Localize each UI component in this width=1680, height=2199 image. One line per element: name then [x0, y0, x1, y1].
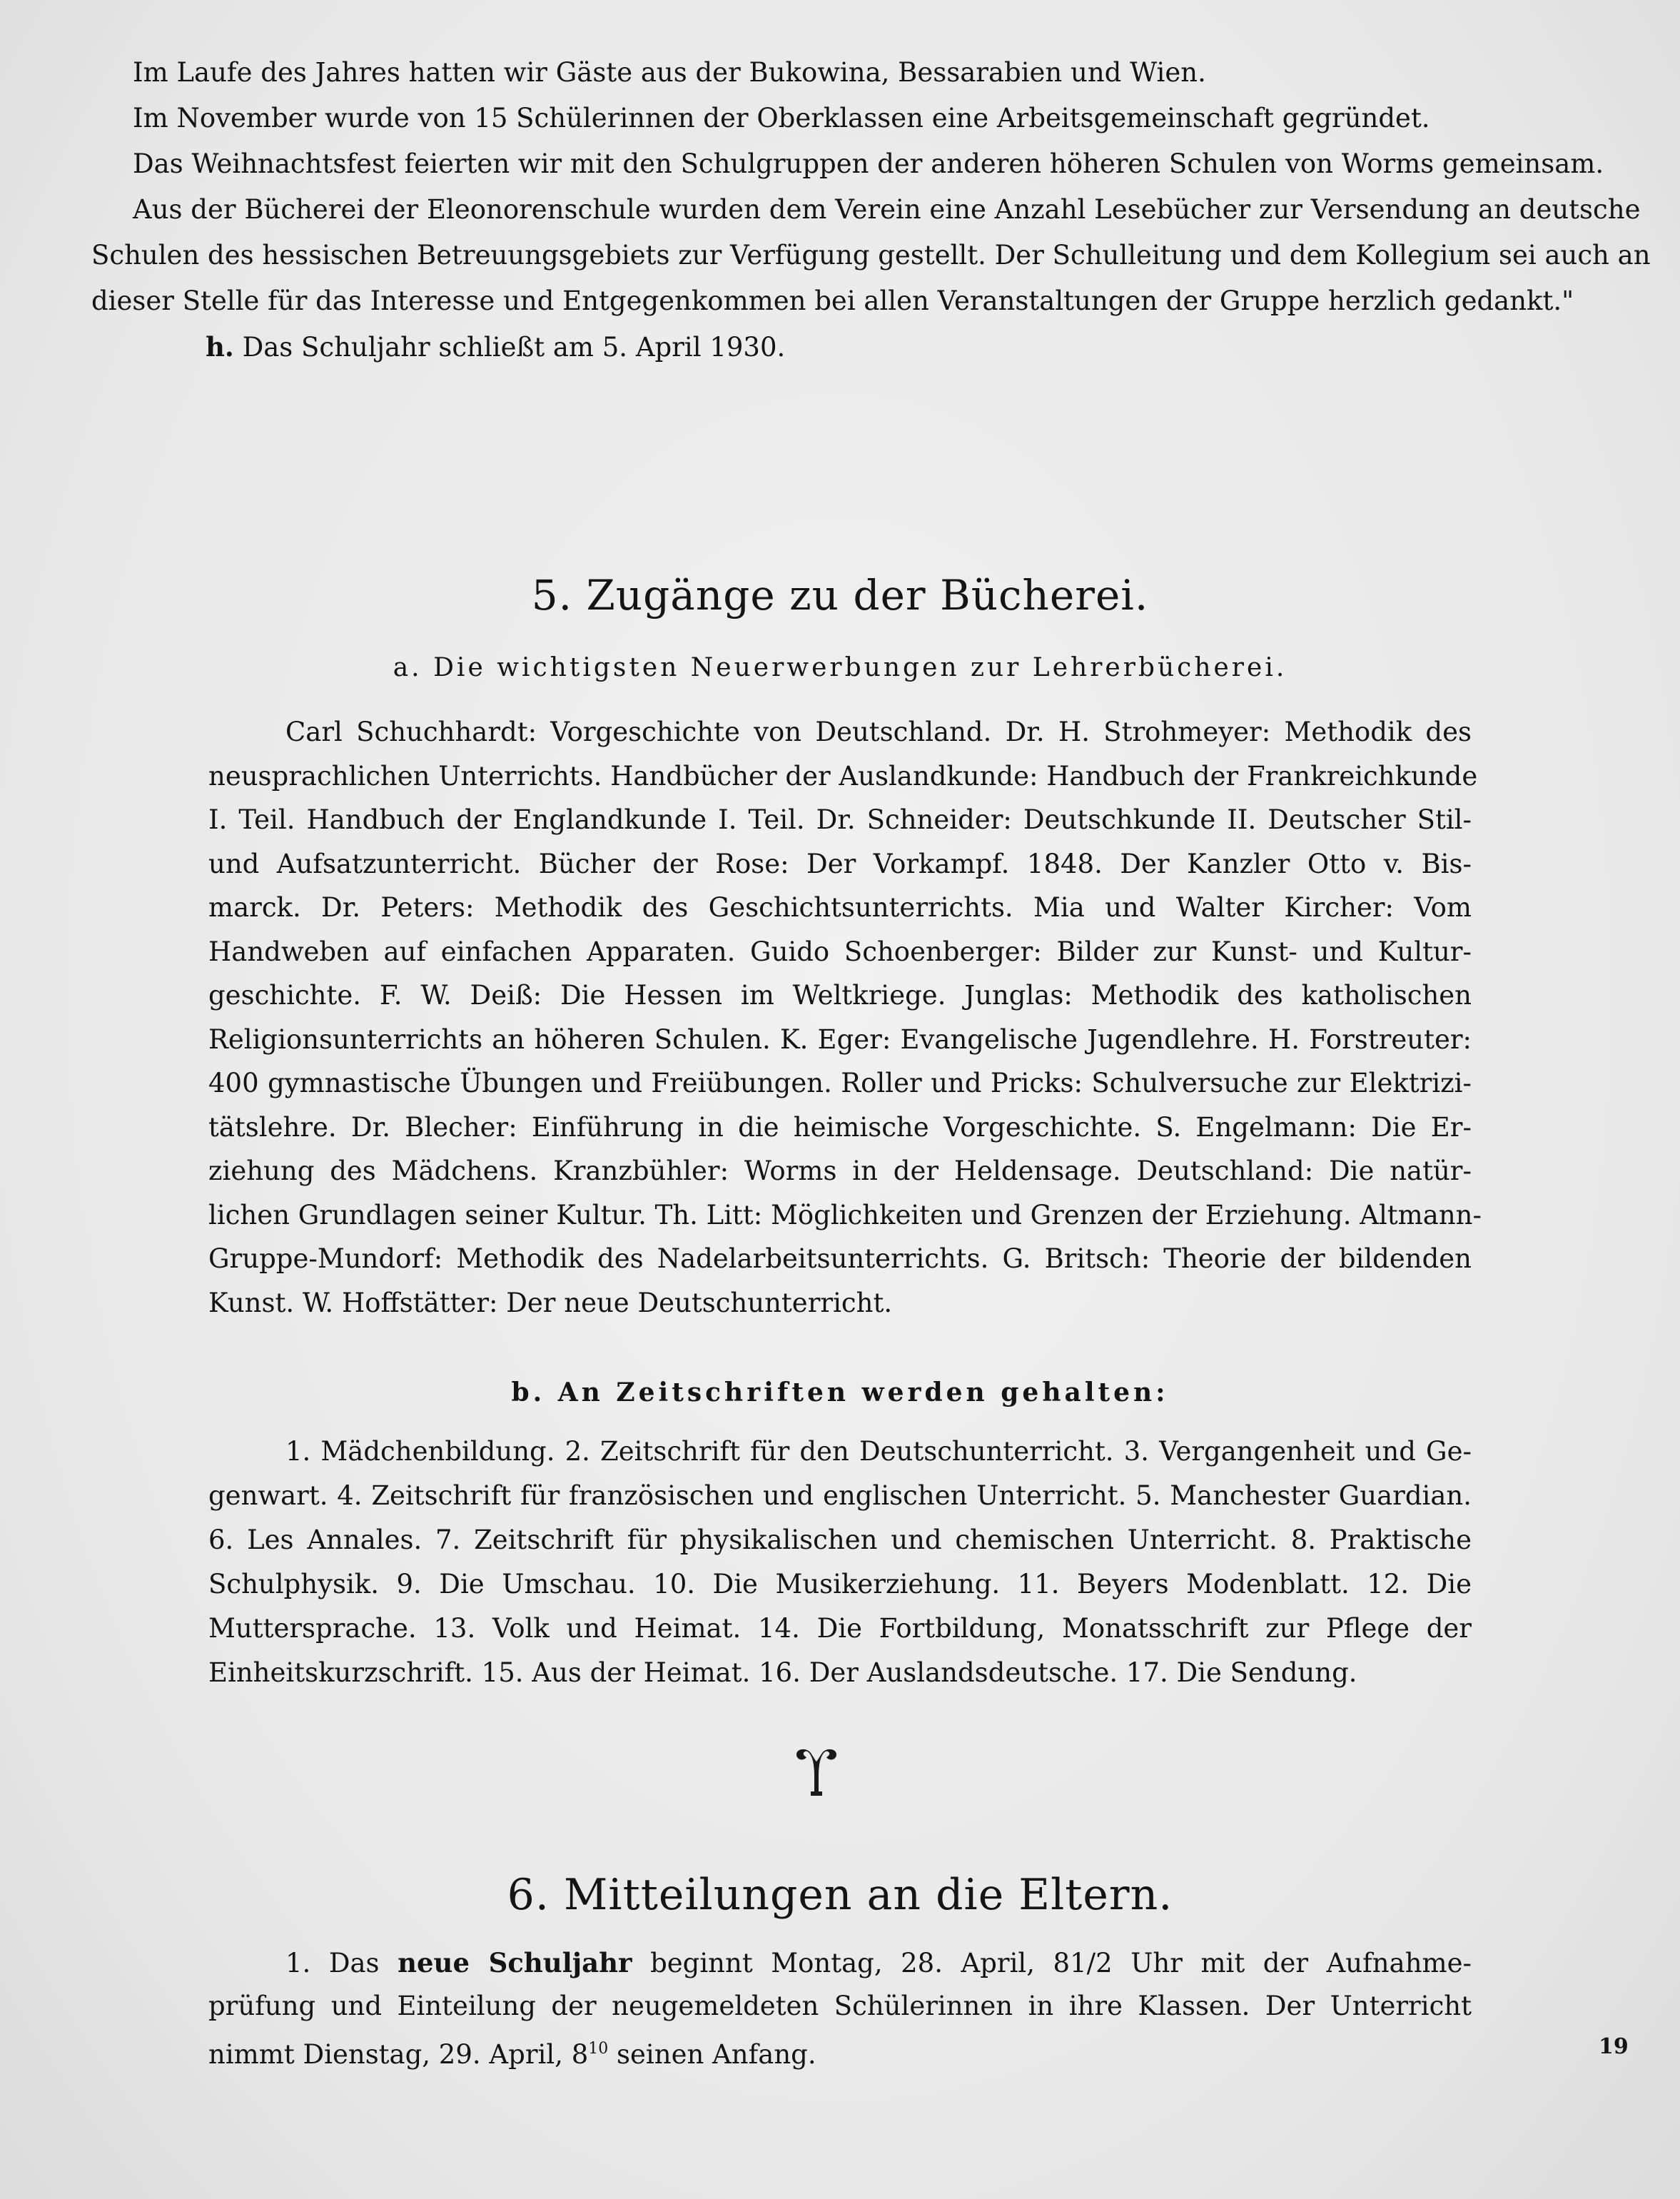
- list-b-line-2: genwart. 4. Zeitschrift für französischen und englischen Unterricht. 5. Manchester Guardian.: [208, 1480, 1472, 1511]
- section-5a-list: [208, 710, 1482, 1325]
- notice-start-text: nimmt Dienstag, 29. April, 8: [208, 2039, 589, 2070]
- notice-date-text: beginnt Montag, 28. April, 8: [650, 1948, 1071, 1978]
- list-b-line-3: 6. Les Annales. 7. Zeitschrift für physikalischen und chemischen Unterricht. 8. Praktische: [208, 1525, 1472, 1555]
- list-a-line-6: Handweben auf einfachen Apparaten. Guido Schoenberger: Bilder zur Kunst- und Kultur-: [208, 936, 1472, 967]
- section-6-paragraph-1: [208, 1941, 1472, 2076]
- list-b-line-6: Einheitskurzschrift. 15. Aus der Heimat. 16. Der Auslandsdeutsche. 17. Die Sendung.: [208, 1657, 1357, 1688]
- list-a-line-7: geschichte. F. W. Deiß: Die Hessen im Weltkriege. Junglas: Methodik des katholischen: [208, 980, 1472, 1011]
- item-h-label: h.: [206, 331, 234, 363]
- notice-line-2: prüfung und Einteilung der neugemeldeten Schülerinnen in ihre Klassen. Der Unterricht: [208, 1991, 1472, 2021]
- list-a-line-10: tätslehre. Dr. Blecher: Einführung in die heimische Vorgeschichte. S. Engelmann: Die Er-: [208, 1111, 1472, 1143]
- intro-line-1: Im Laufe des Jahres hatten wir Gäste aus der Bukowina, Bessarabien und Wien.: [133, 57, 1206, 88]
- list-a-line-1: Carl Schuchhardt: Vorgeschichte von Deutschland. Dr. H. Strohmeyer: Methodik des: [285, 717, 1472, 747]
- notice-new-school-year: neue Schuljahr: [398, 1947, 632, 1978]
- intro-block: [91, 50, 1651, 370]
- list-a-line-12: lichen Grundlagen seiner Kultur. Th. Litt: Möglichkeiten und Grenzen der Erziehung. Altmann-: [208, 1199, 1482, 1230]
- list-a-line-8: Religionsunterrichts an höheren Schulen. K. Eger: Evangelische Jugendlehre. H. Forstreuter:: [208, 1023, 1472, 1055]
- list-a-line-4: und Aufsatzunterricht. Bücher der Rose: Der Vorkampf. 1848. Der Kanzler Otto v. Bis-: [208, 848, 1472, 879]
- list-a-line-5: marck. Dr. Peters: Methodik des Geschichtsunterrichts. Mia und Walter Kircher: Vom: [208, 892, 1472, 923]
- notice-line-1: [208, 1941, 1472, 1985]
- list-a-line-9: 400 gymnastische Übungen und Freiübungen. Roller und Pricks: Schulversuche zur Elektrizi-: [208, 1068, 1472, 1098]
- intro-line-2: Im November wurde von 15 Schülerinnen der Oberklassen eine Arbeitsgemeinschaft gegründet.: [133, 103, 1430, 133]
- item-h-text: Das Schuljahr schließt am 5. April 1930.: [242, 332, 786, 363]
- intro-line-4: Aus der Bücherei der Eleonorenschule wurden dem Verein eine Anzahl Lesebücher zur Versendung an deutsche: [133, 194, 1641, 225]
- intro-line-5: Schulen des hessischen Betreuungsgebiets zur Verfügung gestellt. Der Schulleitung und dem Kollegium sei auch an: [91, 240, 1651, 271]
- list-a-line-11: ziehung des Mädchens. Kranzbühler: Worms in der Heldensage. Deutschland: Die natür-: [208, 1156, 1472, 1186]
- section-5b-subtitle: b. An Zeitschriften werden gehalten:: [511, 1377, 1169, 1407]
- list-b-line-4: Schulphysik. 9. Die Umschau. 10. Die Musikerziehung. 11. Beyers Modenblatt. 12. Die: [208, 1569, 1472, 1599]
- section-6-title: 6. Mitteilungen an die Eltern.: [507, 1870, 1173, 1920]
- notice-start-end: seinen Anfang.: [617, 2039, 816, 2070]
- list-b-line-5: Muttersprache. 13. Volk und Heimat. 14. Die Fortbildung, Monatsschrift zur Pflege der: [208, 1613, 1472, 1644]
- section-5-title: 5. Zugänge zu der Bücherei.: [531, 571, 1149, 620]
- notice-exam-text: Uhr mit der Aufnahme-: [1130, 1948, 1472, 1978]
- intro-line-3: Das Weihnachtsfest feierten wir mit den Schulgruppen der anderen höheren Schulen von Worms gemeinsam.: [133, 148, 1604, 179]
- intro-item-h: [91, 324, 1587, 370]
- notice-number: 1. Das: [285, 1948, 380, 1978]
- page-number: 19: [1599, 2034, 1629, 2059]
- list-a-line-14: Kunst. W. Hoffstätter: Der neue Deutschunterricht.: [208, 1287, 893, 1318]
- list-a-line-13: Gruppe-Mundorf: Methodik des Nadelarbeitsunterrichts. G. Britsch: Theorie der bildenden: [208, 1243, 1472, 1274]
- notice-minutes-sup: 10: [588, 2040, 609, 2058]
- notice-half-fraction: 1/2: [1070, 1948, 1113, 1978]
- intro-line-6: dieser Stelle für das Interesse und Entgegenkommen bei allen Veranstaltungen der Gruppe herzlich gedankt.": [91, 285, 1574, 316]
- section-5a-subtitle: a. Die wichtigsten Neuerwerbungen zur Lehrerbücherei.: [393, 653, 1287, 682]
- list-a-line-2: neusprachlichen Unterrichts. Handbücher der Auslandkunde: Handbuch der Frankreichkunde: [208, 760, 1478, 792]
- list-a-line-3: I. Teil. Handbuch der Englandkunde I. Teil. Dr. Schneider: Deutschkunde II. Deutscher Stil-: [208, 804, 1472, 835]
- fleuron-ornament-icon: [794, 1747, 839, 1797]
- list-b-line-1: 1. Mädchenbildung. 2. Zeitschrift für den Deutschunterricht. 3. Vergangenheit und Ge-: [285, 1436, 1472, 1467]
- section-5b-list: [208, 1430, 1472, 1695]
- notice-line-3: [208, 2028, 1472, 2076]
